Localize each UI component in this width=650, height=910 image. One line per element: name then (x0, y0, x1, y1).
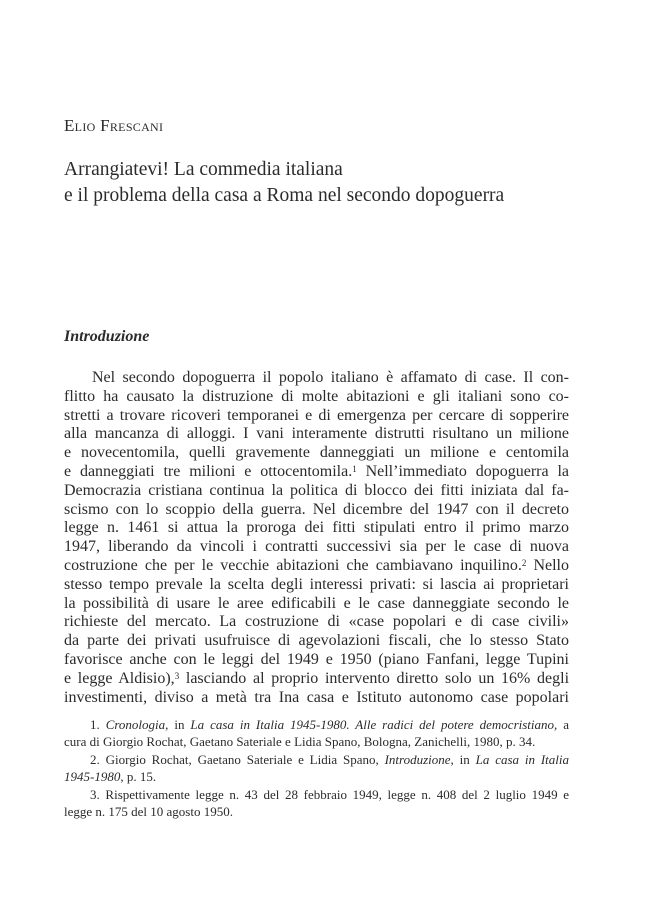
body-text-segment: Nello (533, 556, 569, 574)
body-line: e novecentomila, quelli gravemente danneggiati un milione e centomila (64, 444, 569, 462)
title-line-1: Arrangiatevi! La commedia italiana (64, 159, 343, 180)
footnote-italic: Cronologia (105, 717, 166, 732)
body-line: alla mancanza di alloggi. I vani interamente distrutti risultano un milione (64, 425, 569, 443)
footnote-2-cont (64, 768, 569, 785)
footnote-3 (64, 786, 569, 803)
footnote-1-cont: cura di Giorgio Rochat, Gaetano Sateriale e Lidia Spano, Bologna, Zanichelli, 1980, p. 34. (64, 734, 536, 750)
footnote-italic: La casa in Italia 1945-1980. Alle radici del potere democristiano (190, 717, 555, 732)
body-line: stretti a trovare ricoveri temporanei e di emergenza per cercare di sopperire (64, 406, 569, 424)
body-paragraph (64, 369, 569, 707)
body-line: Nel secondo dopoguerra il popolo italiano è affamato di case. Il con- (92, 369, 569, 386)
footnote-1 (64, 716, 569, 733)
footnote-2 (64, 751, 569, 768)
footnote-italic: 1945-1980 (64, 769, 121, 785)
body-line: 1947, liberando da vincoli i contratti successivi sia per le case di nuova (64, 538, 569, 556)
body-line: da parte dei privati usufruisce di agevolazioni fiscali, che lo stesso Stato (64, 632, 569, 650)
body-text-segment: e legge Aldisio), (64, 669, 175, 687)
footnote-number: 1. (90, 717, 100, 732)
article-title (64, 157, 584, 209)
body-line: legge n. 1461 si attua la proroga dei fitti stipulati entro il primo marzo (64, 519, 569, 537)
footnotes (64, 716, 569, 820)
body-line (64, 670, 569, 689)
body-line (64, 463, 569, 482)
footnote-italic: Introduzione (384, 751, 451, 767)
body-line: richieste del mercato. La costruzione di «case popolari e di case civili» (64, 613, 569, 631)
body-line: Democrazia cristiana continua la politica di blocco dei fitti iniziata dal fa- (64, 481, 569, 499)
body-text-segment: e danneggiati tre milioni e ottocentomila. (64, 462, 353, 480)
footnote-ref-1[interactable]: 1 (352, 463, 357, 474)
body-line (64, 557, 569, 576)
footnote-number: 3. (90, 786, 100, 802)
footnote-text: , in (165, 717, 191, 732)
body-line: stesso tempo prevale la scelta degli interessi privati: si lascia ai proprietari (64, 575, 569, 593)
body-text-segment: Nell’immediato dopoguerra la (365, 462, 570, 480)
footnote-text: Rispettivamente legge n. 43 del 28 febbraio 1949, legge n. 408 del 2 luglio 1949 e (105, 786, 570, 802)
footnote-text: , p. 15. (120, 769, 157, 785)
footnote-text: Giorgio Rochat, Gaetano Sateriale e Lidia Spano, (105, 751, 385, 767)
body-line: flitto ha causato la distruzione di molte abitazioni e gli italiani sono co- (64, 387, 569, 405)
body-text-segment: lasciando al proprio intervento diretto solo un 16% degli (185, 669, 570, 687)
footnote-text: , a (554, 717, 569, 732)
footnote-italic: La casa in Italia (475, 751, 569, 767)
footnote-ref-3[interactable]: 3 (174, 670, 180, 681)
footnote-number: 2. (90, 751, 100, 767)
body-line: la possibilità di usare le aree edificabili e le case danneggiate secondo le (64, 594, 569, 612)
body-text-segment: costruzione che per le vecchie abitazioni che cambiavano inquilino. (64, 556, 522, 574)
section-heading: Introduzione (64, 328, 150, 345)
body-line: favorisce anche con le leggi del 1949 e 1950 (piano Fanfani, legge Tupini (64, 650, 569, 668)
author-name: Elio Frescani (64, 116, 164, 135)
footnote-text: , in (450, 751, 476, 767)
body-line: investimenti, diviso a metà tra Ina casa e Istituto autonomo case popolari (64, 688, 569, 706)
footnote-3-cont: legge n. 175 del 10 agosto 1950. (64, 803, 233, 819)
title-line-2: e il problema della casa a Roma nel secondo dopoguerra (64, 185, 505, 206)
body-line: scismo con lo scoppio della guerra. Nel dicembre del 1947 con il decreto (64, 500, 569, 518)
footnote-ref-2[interactable]: 2 (521, 557, 527, 568)
